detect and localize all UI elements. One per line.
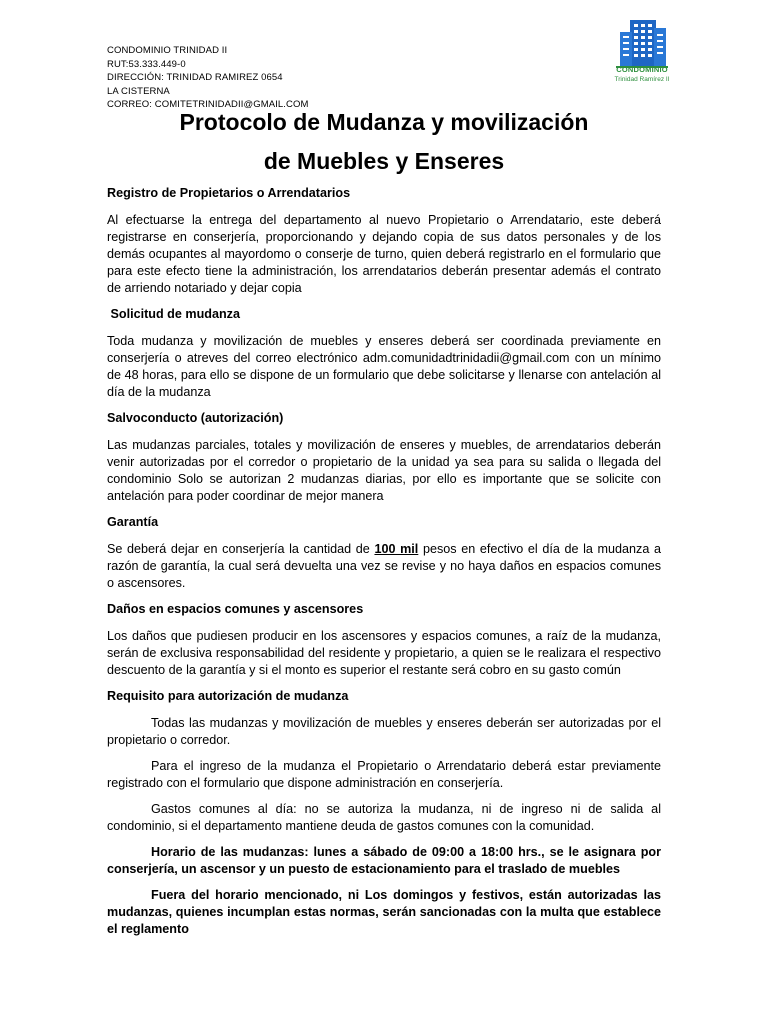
garantia-amount: 100 mil <box>374 542 419 556</box>
logo-subtitle: Trinidad Ramírez II <box>614 76 670 83</box>
document-title-line-2: de Muebles y Enseres <box>263 148 505 174</box>
garantia-text-before: Se deberá dejar en conserjería la cantidad de <box>107 542 375 556</box>
document-body <box>107 185 661 947</box>
heading-requisito: Requisito para autorización de mudanza <box>107 689 349 703</box>
org-commune: LA CISTERNA <box>107 85 170 97</box>
paragraph-requisito-1: Todas las mudanzas y movilización de muebles y enseres deberán ser autorizadas por el propietario o corredor. <box>107 716 661 747</box>
paragraph-requisito-2: Para el ingreso de la mudanza el Propietario o Arrendatario deberá estar previamente registrado con el formulario que dispone administración en conserjería. <box>107 759 661 790</box>
paragraph-garantia <box>107 541 661 592</box>
heading-registro: Registro de Propietarios o Arrendatarios <box>107 186 351 200</box>
paragraph-registro: Al efectuarse la entrega del departamento al nuevo Propietario o Arrendatario, este deberá registrarse en conserjería, proporcionando y dejando copia de sus datos personales y de los demás ocupantes al mayordomo o conserje de turno, quien deberá registrarlo en el formulario que para este efecto tiene la administración, los arrendatarios deberán presentar además el contrato de arriendo notariado y dejar copia <box>107 213 661 295</box>
paragraph-danos: Los daños que pudiesen producir en los ascensores y espacios comunes, a raíz de la mudanza, serán de exclusiva responsabilidad del residente y propietario, a quien se le realizara el respectivo descuento de la garantía y si el monto es superior el restante será cobro en su gasto común <box>107 629 661 677</box>
heading-salvoconducto: Salvoconducto (autorización) <box>107 411 284 425</box>
paragraph-requisito-3: Gastos comunes al día: no se autoriza la mudanza, ni de ingreso ni de salida al condominio, si el departamento mantiene deuda de gastos comunes con la comunidad. <box>107 802 661 833</box>
org-email: CORREO: COMITETRINIDADII@GMAIL.COM <box>107 99 309 111</box>
heading-solicitud: Solicitud de mudanza <box>107 307 240 321</box>
paragraph-horario: Horario de las mudanzas: lunes a sábado de 09:00 a 18:00 hrs., se le asignara por conserjería, un ascensor y un puesto de estacionamiento para el traslado de muebles <box>107 845 661 876</box>
garantia-text-after: pesos en efectivo el día de la mudanza a razón de garantía, la cual será devuelta una vez se revise y no haya daños en espacios comunes o ascensores. <box>107 542 661 590</box>
org-rut: RUT:53.333.449-0 <box>107 58 186 70</box>
org-address: DIRECCIÓN: TRINIDAD RAMIREZ 0654 <box>107 72 283 84</box>
logo-name: CONDOMINIO <box>616 65 668 74</box>
org-name: CONDOMINIO TRINIDAD II <box>107 45 228 56</box>
organization-info <box>107 44 308 112</box>
paragraph-fuera-horario: Fuera del horario mencionado, ni Los domingos y festivos, están autorizadas las mudanzas, quienes incumplan estas normas, serán sancionadas con la multa que establece el reglamento <box>107 888 661 936</box>
paragraph-salvoconducto: Las mudanzas parciales, totales y movilización de enseres y muebles, de arrendatarios deberán venir autorizadas por el corredor o propietario de la unidad ya sea para su salida o llegada del condominio Solo se autorizan 2 mudanzas diarias, por ello es importante que se solicite con antelación para poder coordinar de mejor manera <box>107 438 661 503</box>
heading-danos: Daños en espacios comunes y ascensores <box>107 602 364 616</box>
heading-garantia: Garantía <box>107 515 159 529</box>
document-title-line-1: Protocolo de Mudanza y movilización <box>179 109 589 135</box>
paragraph-solicitud: Toda mudanza y movilización de muebles y enseres deberá ser coordinada previamente en conserjería o atreves del correo electrónico adm.comunidadtrinidadii@gmail.com con un mínimo de 48 horas, para ello se dispone de un formulario que debe solicitarse y llenarse con antelación al día de la mudanza <box>107 334 661 399</box>
